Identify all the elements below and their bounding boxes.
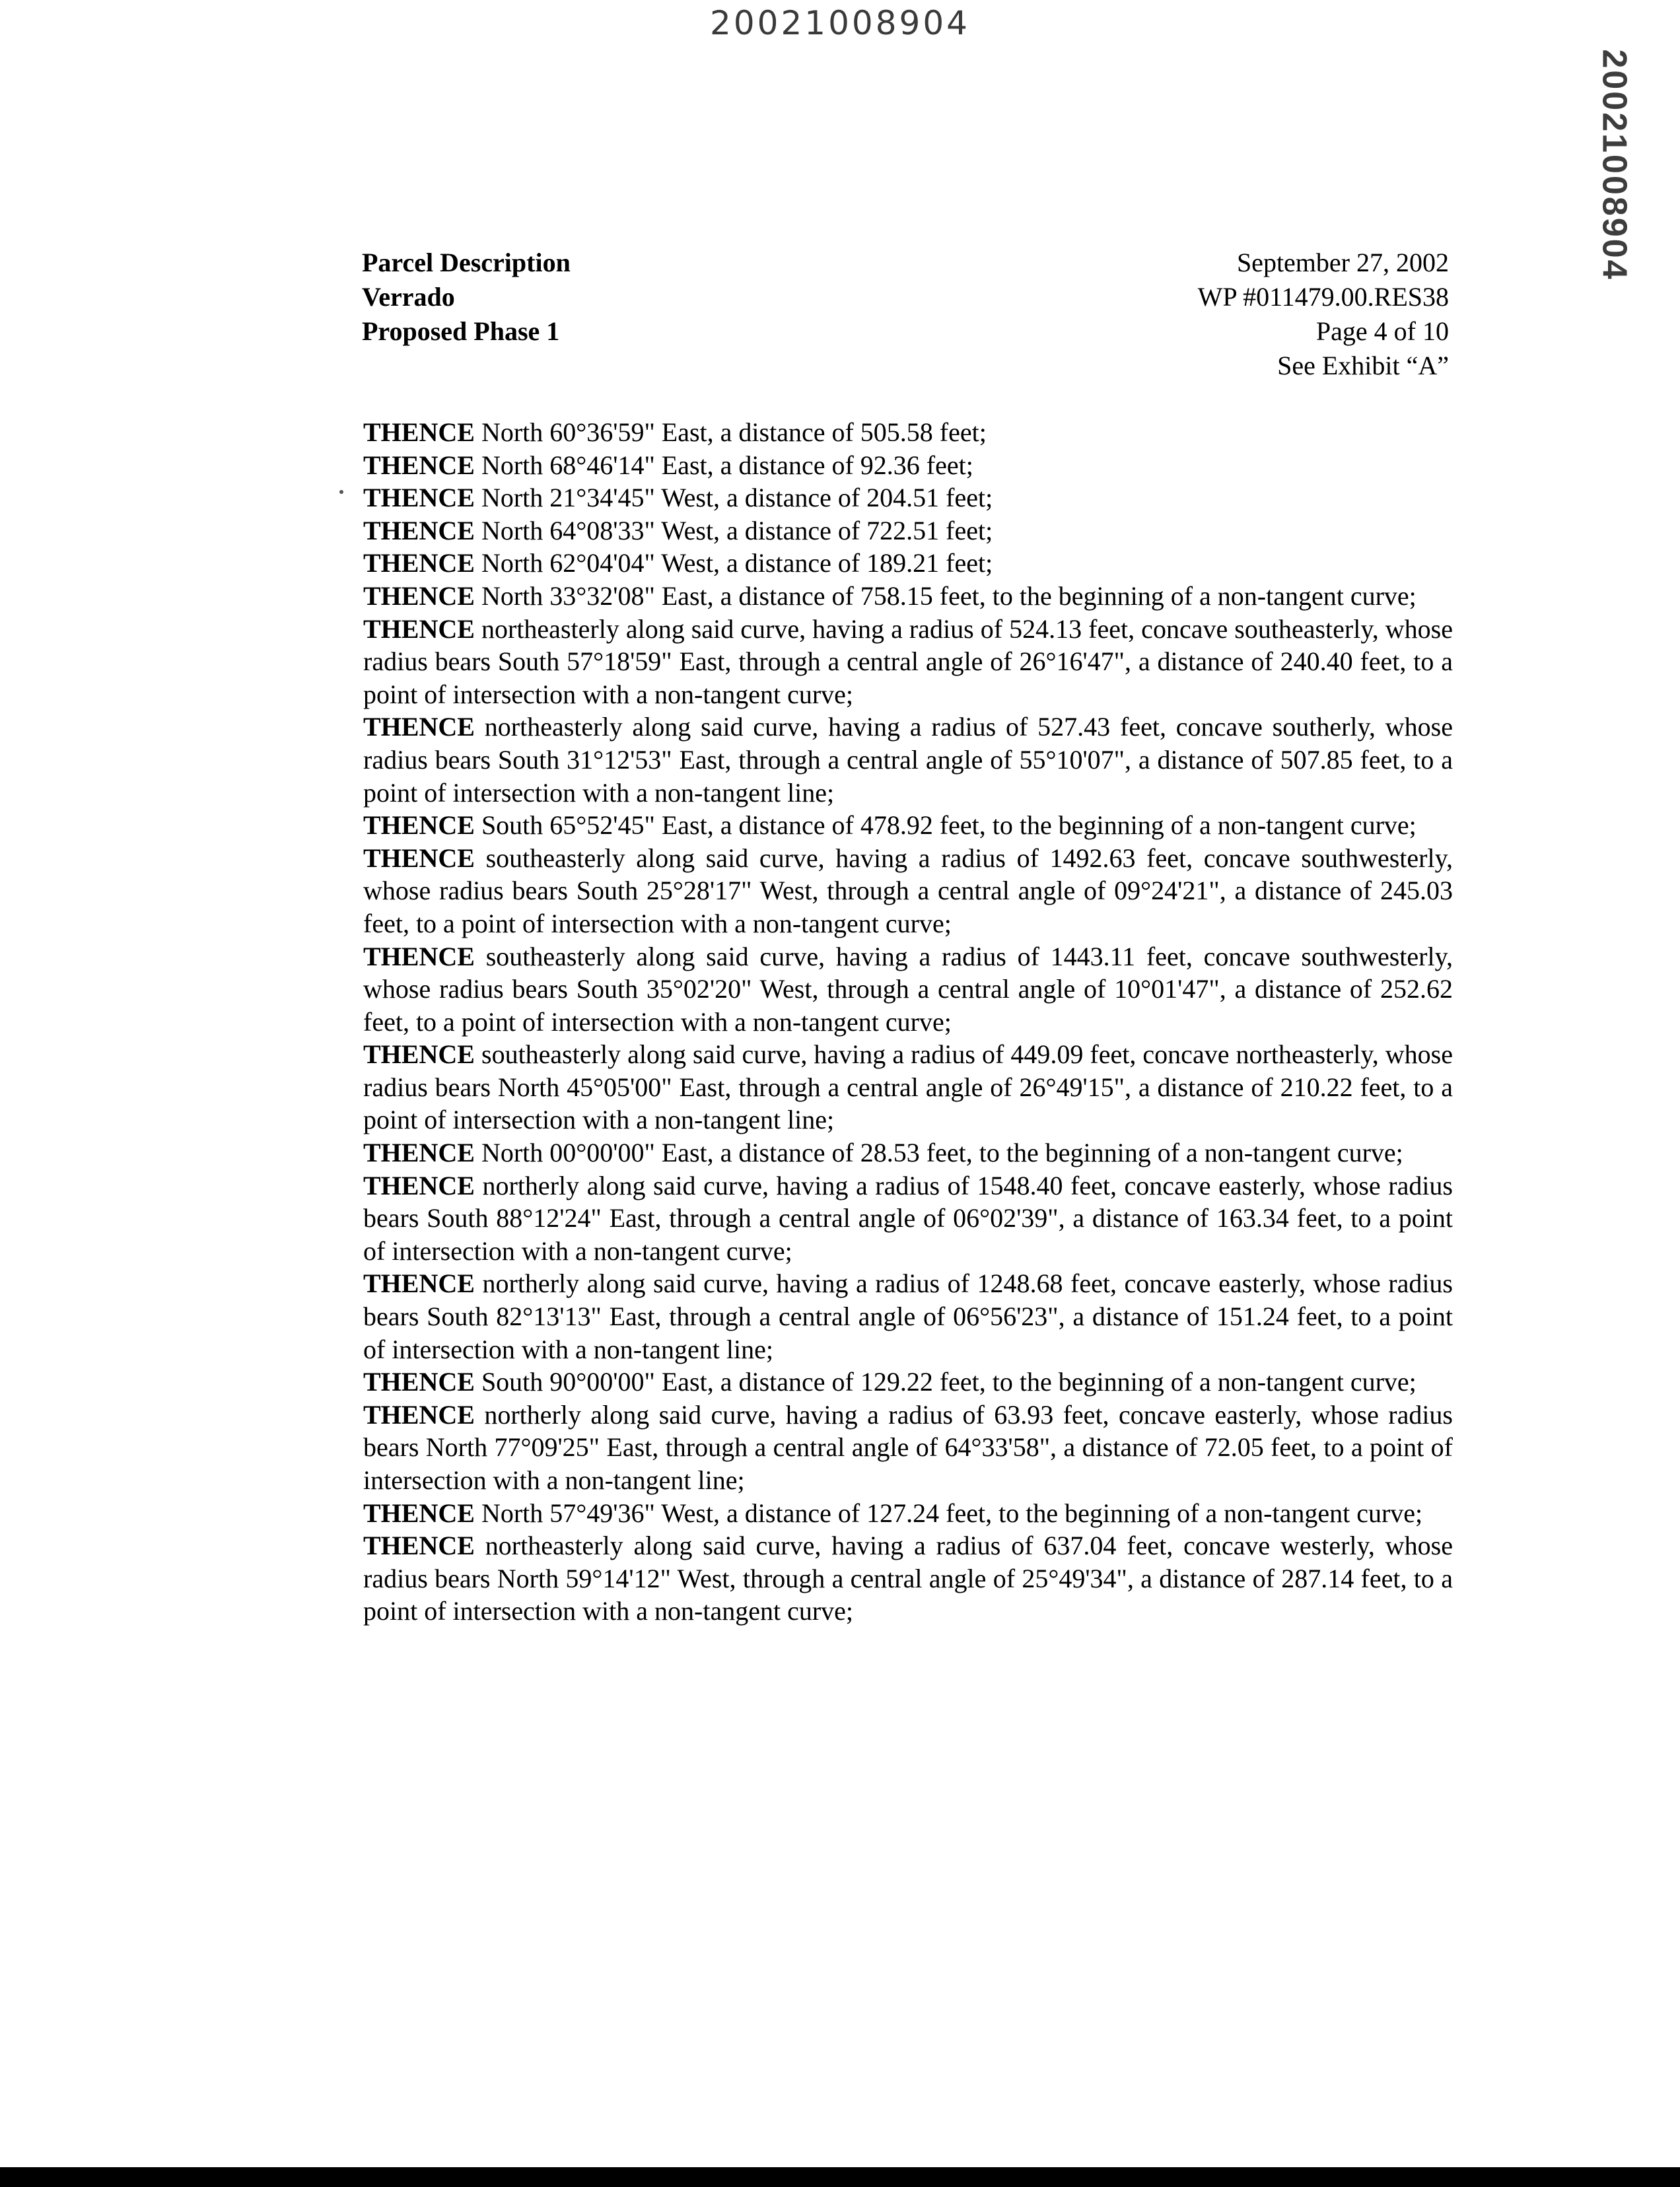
side-stamp-text: 20021008904 <box>1595 49 1634 281</box>
course-paragraph <box>363 547 1453 580</box>
course-text: North 68°46'14" East, a distance of 92.36 feet; <box>474 450 973 480</box>
course-paragraph <box>363 711 1453 809</box>
thence-keyword: THENCE <box>363 1039 475 1070</box>
thence-keyword: THENCE <box>363 548 475 578</box>
parcel-description-title: Parcel Description <box>362 248 571 277</box>
course-paragraph <box>363 1038 1453 1136</box>
course-paragraph <box>363 1169 1453 1268</box>
thence-keyword: THENCE <box>363 712 475 742</box>
course-text: northeasterly along said curve, having a radius of 524.13 feet, concave southeasterly, whose radius bears South 57°18'59" East, through a central angle of 26°16'47", a distance of 240.40 feet, to a point of intersection with a non-tangent curve; <box>363 613 1453 709</box>
course-text: North 00°00'00" East, a distance of 28.53 feet, to the beginning of a non-tangent curve; <box>474 1138 1403 1168</box>
course-paragraph <box>363 1399 1453 1497</box>
course-text: South 65°52'45" East, a distance of 478.92 feet, to the beginning of a non-tangent curve; <box>474 810 1417 841</box>
side-stamp <box>1578 49 1651 281</box>
scan-bottom-bar <box>0 2167 1680 2187</box>
course-paragraph <box>363 1497 1453 1530</box>
legal-description-body <box>363 416 1453 1628</box>
document-number: 20021008904 <box>710 4 970 42</box>
course-paragraph <box>363 481 1453 514</box>
course-paragraph <box>363 416 1453 449</box>
course-text: North 60°36'59" East, a distance of 505.58 feet; <box>474 417 987 447</box>
course-paragraph <box>363 449 1453 482</box>
scan-mark <box>339 490 343 494</box>
course-paragraph <box>363 613 1453 711</box>
header-right-block <box>1198 246 1449 383</box>
course-text: northerly along said curve, having a radius of 1248.68 feet, concave easterly, whose radius bears South 82°13'13" East, through a central angle of 06°56'23", a distance of 151.24 feet, to a point of intersection with a non-tangent line; <box>363 1268 1453 1364</box>
exhibit-reference: See Exhibit “A” <box>1277 351 1449 380</box>
thence-keyword: THENCE <box>363 1399 475 1430</box>
course-text: North 21°34'45" West, a distance of 204.51 feet; <box>474 483 993 513</box>
project-name: Verrado <box>362 282 455 312</box>
thence-keyword: THENCE <box>363 1367 475 1397</box>
course-text: southeasterly along said curve, having a radius of 1492.63 feet, concave southwesterly, whose radius bears South 25°28'17" West, through a central angle of 09°24'21", a distance of 245.03 feet, to a point of intersection with a non-tangent curve; <box>363 843 1453 938</box>
header-left-block <box>362 246 571 349</box>
course-text: South 90°00'00" East, a distance of 129.22 feet, to the beginning of a non-tangent curve; <box>474 1367 1417 1397</box>
course-paragraph <box>363 514 1453 547</box>
document-date: September 27, 2002 <box>1236 248 1449 277</box>
thence-keyword: THENCE <box>363 1138 475 1168</box>
thence-keyword: THENCE <box>363 483 475 513</box>
course-text: North 62°04'04" West, a distance of 189.21 feet; <box>474 548 993 578</box>
work-project-number: WP #011479.00.RES38 <box>1197 282 1449 312</box>
course-paragraph <box>363 940 1453 1039</box>
course-text: North 33°32'08" East, a distance of 758.15 feet, to the beginning of a non-tangent curve; <box>474 580 1417 611</box>
thence-keyword: THENCE <box>363 1268 475 1299</box>
course-paragraph <box>363 809 1453 842</box>
page-indicator: Page 4 of 10 <box>1315 316 1449 346</box>
course-paragraph <box>363 1529 1453 1628</box>
course-paragraph <box>363 842 1453 940</box>
course-text: North 57°49'36" West, a distance of 127.24 feet, to the beginning of a non-tangent curve; <box>474 1498 1423 1528</box>
thence-keyword: THENCE <box>363 1170 475 1200</box>
course-text: North 64°08'33" West, a distance of 722.51 feet; <box>474 515 993 545</box>
thence-keyword: THENCE <box>363 515 475 545</box>
thence-keyword: THENCE <box>363 1498 475 1528</box>
thence-keyword: THENCE <box>363 613 475 644</box>
thence-keyword: THENCE <box>363 941 475 971</box>
course-text: northeasterly along said curve, having a radius of 637.04 feet, concave westerly, whose radius bears North 59°14'12" West, through a central angle of 25°49'34", a distance of 287.14 feet, to a point of intersection with a non-tangent curve; <box>363 1531 1453 1626</box>
course-paragraph <box>363 1366 1453 1399</box>
course-text: northerly along said curve, having a radius of 63.93 feet, concave easterly, whose radius bears North 77°09'25" East, through a central angle of 64°33'58", a distance of 72.05 feet, to a point of intersection with a non-tangent line; <box>363 1399 1453 1495</box>
thence-keyword: THENCE <box>363 1531 475 1561</box>
course-paragraph <box>363 580 1453 613</box>
thence-keyword: THENCE <box>363 843 475 873</box>
course-text: southeasterly along said curve, having a radius of 449.09 feet, concave northeasterly, whose radius bears North 45°05'00" East, through a central angle of 26°49'15", a distance of 210.22 feet, to a point of intersection with a non-tangent line; <box>363 1039 1453 1135</box>
thence-keyword: THENCE <box>363 450 475 480</box>
thence-keyword: THENCE <box>363 810 475 841</box>
course-text: southeasterly along said curve, having a radius of 1443.11 feet, concave southwesterly, whose radius bears South 35°02'20" West, through a central angle of 10°01'47", a distance of 252.62 feet, to a point of intersection with a non-tangent curve; <box>363 941 1453 1037</box>
course-paragraph <box>363 1267 1453 1366</box>
course-text: northerly along said curve, having a radius of 1548.40 feet, concave easterly, whose radius bears South 88°12'24" East, through a central angle of 06°02'39", a distance of 163.34 feet, to a point of intersection with a non-tangent curve; <box>363 1170 1453 1266</box>
course-paragraph <box>363 1136 1453 1169</box>
thence-keyword: THENCE <box>363 417 475 447</box>
thence-keyword: THENCE <box>363 580 475 611</box>
course-text: northeasterly along said curve, having a radius of 527.43 feet, concave southerly, whose radius bears South 31°12'53" East, through a central angle of 55°10'07", a distance of 507.85 feet, to a point of intersection with a non-tangent line; <box>363 712 1453 808</box>
phase-label: Proposed Phase 1 <box>362 316 560 346</box>
